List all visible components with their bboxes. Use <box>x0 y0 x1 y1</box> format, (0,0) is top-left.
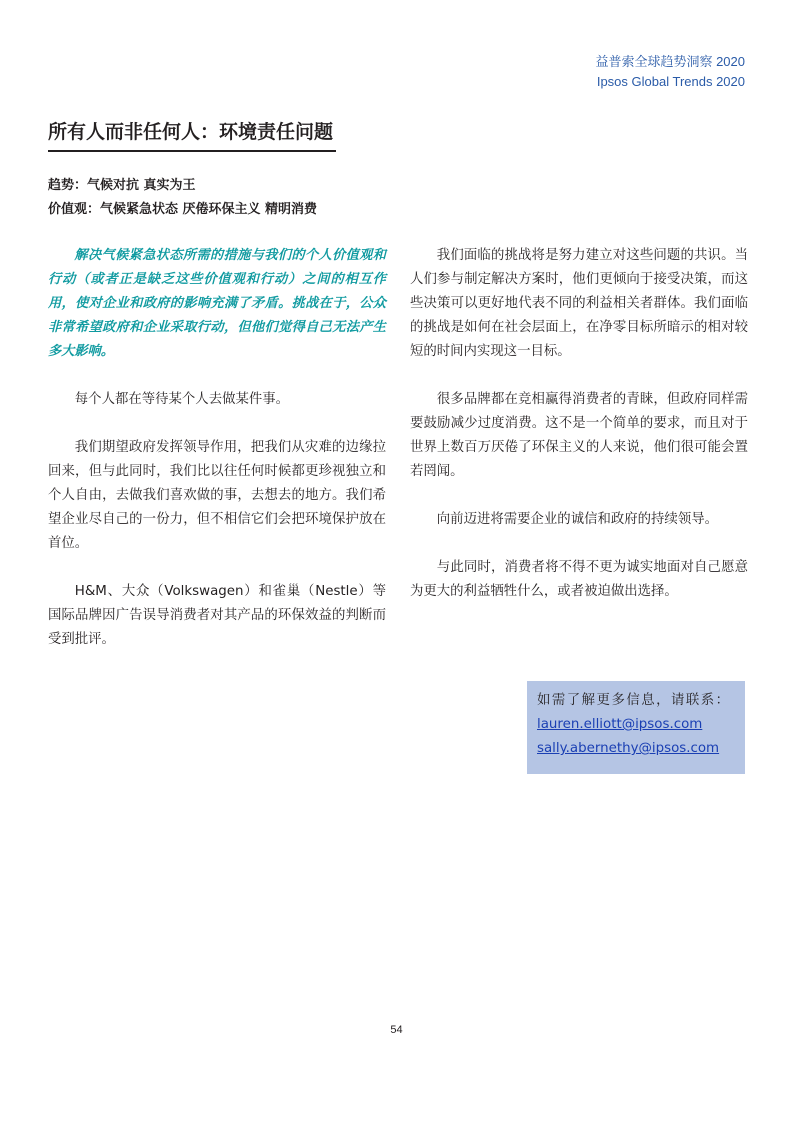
brand-en: Ipsos Global Trends 2020 <box>596 74 745 89</box>
left-column <box>48 244 386 676</box>
body-paragraph: 我们面临的挑战将是努力建立对这些问题的共识。当人们参与制定解决方案时，他们更倾向于接受决策，而这些决策可以更好地代表不同的利益相关者群体。我们面临的挑战是如何在社会层面上，在净零目标所暗示的相对较短的时间内实现这一目标。 <box>410 248 748 359</box>
values-line: 价值观：气候紧急状态 厌倦环保主义 精明消费 <box>48 202 318 217</box>
body-paragraph: 与此同时，消费者将不得不更为诚实地面对自己愿意为更大的利益牺牲什么，或者被迫做出选择。 <box>410 560 748 599</box>
page-number: 54 <box>390 1024 403 1036</box>
body-paragraph: 我们期望政府发挥领导作用，把我们从灾难的边缘拉回来，但与此同时，我们比以往任何时候都更珍视独立和个人自由，去做我们喜欢做的事，去想去的地方。我们希望企业尽自己的一份力，但不相信它们会把环境保护放在首位。 <box>48 440 386 551</box>
body-paragraph: H&M、大众（Volkswagen）和雀巢（Nestle）等国际品牌因广告误导消费者对其产品的环保效益的判断而受到批评。 <box>48 584 386 647</box>
contact-label: 如需了解更多信息，请联系： <box>537 693 731 708</box>
title-underline <box>48 150 336 152</box>
body-paragraph: 每个人都在等待某个人去做某件事。 <box>74 392 290 407</box>
lead-paragraph: 解决气候紧急状态所需的措施与我们的个人价值观和行动（或者正是缺乏这些价值观和行动）之间的相互作用，使对企业和政府的影响充满了矛盾。挑战在于，公众非常希望政府和企业采取行动，但他们觉得自己无法产生多大影响。 <box>48 248 386 359</box>
email-link-lauren[interactable]: lauren.elliott@ipsos.com <box>537 717 703 732</box>
page-title: 所有人而非任何人：环境责任问题 <box>48 121 334 143</box>
trend-values-block <box>48 174 317 222</box>
trend-line: 趋势：气候对抗 真实为王 <box>48 178 196 193</box>
body-paragraph: 很多品牌都在竞相赢得消费者的青睐，但政府同样需要鼓励减少过度消费。这不是一个简单的要求，而且对于世界上数百万厌倦了环保主义的人来说，他们很可能会置若罔闻。 <box>410 392 748 479</box>
email-link-sally[interactable]: sally.abernethy@ipsos.com <box>537 741 720 756</box>
brand-cn: 益普索全球趋势洞察 2020 <box>595 54 745 69</box>
right-column <box>410 244 748 628</box>
report-brand <box>595 52 745 92</box>
contact-box <box>527 681 745 774</box>
body-paragraph: 向前迈进将需要企业的诚信和政府的持续领导。 <box>436 512 718 527</box>
